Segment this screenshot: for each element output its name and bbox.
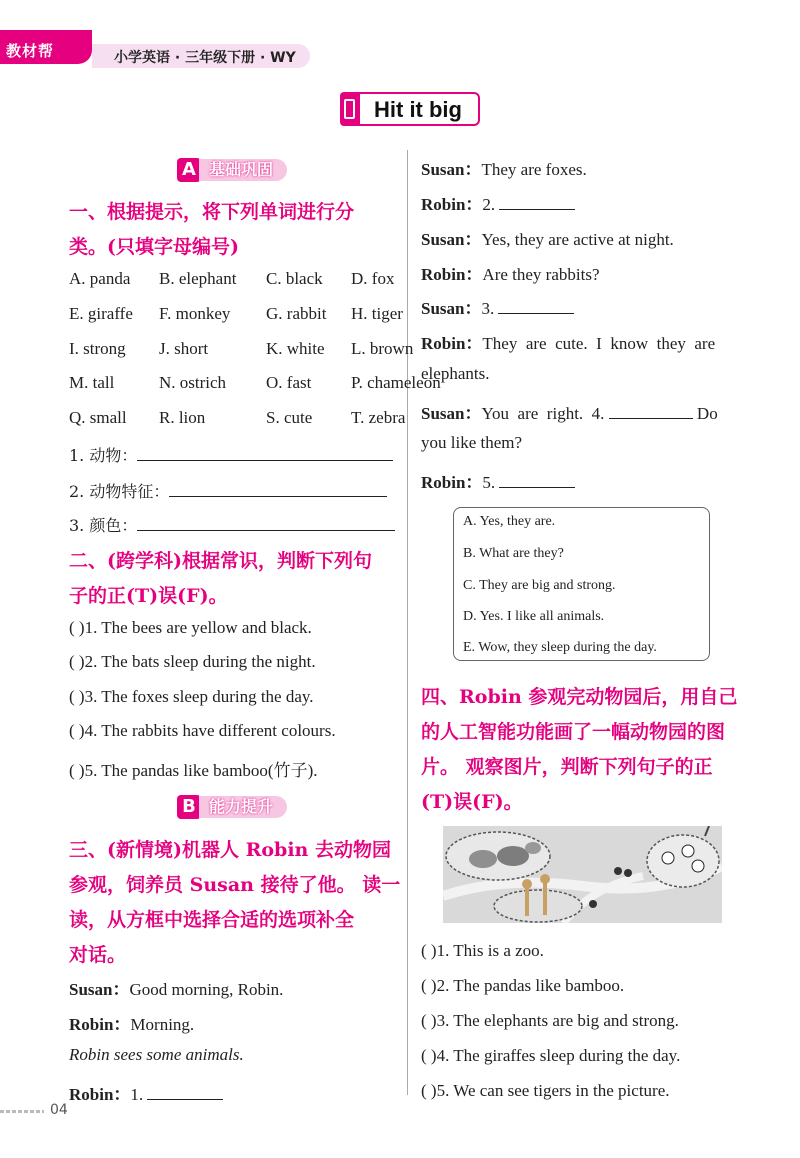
option-item: E. Wow, they sleep during the day. xyxy=(463,640,657,655)
word-option: L. brown xyxy=(351,339,414,358)
word-option: I. strong xyxy=(69,339,126,358)
word-option: F. monkey xyxy=(159,304,231,323)
q4-title: 的人工智能功能画了一幅动物园的图 xyxy=(421,721,726,743)
word-option: P. chameleon xyxy=(351,373,441,392)
page-number: 04 xyxy=(50,1102,68,1118)
header-bar xyxy=(92,44,310,68)
option-item: D. Yes. I like all animals. xyxy=(463,609,605,624)
q1-title: 类。(只填字母编号) xyxy=(69,236,239,258)
book-title: 小学英语 · 三年级下册 · WY xyxy=(114,50,296,66)
word-option: G. rabbit xyxy=(266,304,327,323)
q4-item: ( )1. This is a zoo. xyxy=(421,941,544,960)
q4-item: ( )5. We can see tigers in the picture. xyxy=(421,1081,670,1100)
word-option: J. short xyxy=(159,339,209,358)
word-option: O. fast xyxy=(266,373,312,392)
column-divider xyxy=(407,150,408,1095)
word-option: R. lion xyxy=(159,408,206,427)
q2-title: 二、(跨学科)根据常识，判断下列句 xyxy=(69,550,372,572)
dialogue-line: Robin：1. xyxy=(69,1080,223,1105)
dialogue-line: Robin：2. xyxy=(421,190,575,215)
title-book-icon xyxy=(340,92,360,126)
dialogue-line: Susan：3. xyxy=(421,294,574,319)
answer-blank[interactable] xyxy=(147,1085,223,1100)
header-tab-label: 教材帮 xyxy=(6,42,55,60)
word-option: K. white xyxy=(266,339,325,358)
footer-dots xyxy=(0,1110,44,1113)
q3-title: 三、(新情境)机器人 Robin 去动物园 xyxy=(69,839,391,861)
dialogue-line: Robin：Morning. xyxy=(69,1015,195,1034)
dialogue-line: Susan：Yes, they are active at night. xyxy=(421,230,674,249)
option-item: C. They are big and strong. xyxy=(463,578,616,593)
zoo-picture xyxy=(443,826,722,923)
word-option: Q. small xyxy=(69,408,127,427)
word-option: C. black xyxy=(266,269,323,288)
section-b-label: 能力提升 xyxy=(199,796,287,818)
q3-title: 对话。 xyxy=(69,944,127,966)
word-option: A. panda xyxy=(69,269,131,288)
q2-item: ( )1. The bees are yellow and black. xyxy=(69,618,312,637)
q4-item: ( )4. The giraffes sleep during the day. xyxy=(421,1046,681,1065)
dialogue-line: Susan：You are right. 4. Do xyxy=(421,404,718,423)
word-option: M. tall xyxy=(69,373,115,392)
section-b-letter: B xyxy=(177,795,201,819)
word-option: B. elephant xyxy=(159,269,237,288)
answer-blank[interactable] xyxy=(609,404,693,419)
word-option: S. cute xyxy=(266,408,313,427)
q3-title: 参观，饲养员 Susan 接待了他。 读一 xyxy=(69,874,401,896)
answer-blank[interactable] xyxy=(498,299,574,314)
header-tab xyxy=(0,30,92,64)
category-colours: 3. 颜色： xyxy=(69,513,395,536)
dialogue-line: Susan：Good morning, Robin. xyxy=(69,980,284,999)
q4-item: ( )3. The elephants are big and strong. xyxy=(421,1011,679,1030)
dialogue-line: Robin：They are cute. I know they are xyxy=(421,334,716,353)
q2-title: 子的正(T)误(F)。 xyxy=(69,585,228,607)
option-item: A. Yes, they are. xyxy=(463,514,556,529)
dialogue-line-cont: you like them? xyxy=(421,433,523,452)
category-animals: 1. 动物： xyxy=(69,443,393,466)
page-title-box xyxy=(340,92,480,126)
word-option: T. zebra xyxy=(351,408,406,427)
options-box xyxy=(453,507,710,661)
q1-title: 一、根据提示，将下列单词进行分 xyxy=(69,201,355,223)
dialogue-line: Robin：5. xyxy=(421,468,575,493)
q4-title: 四、Robin 参观完动物园后，用自己 xyxy=(421,686,738,708)
q3-title: 读，从方框中选择合适的选项补全 xyxy=(69,909,355,931)
narration: Robin sees some animals. xyxy=(69,1045,244,1064)
answer-blank[interactable] xyxy=(499,473,575,488)
dialogue-line-cont: elephants. xyxy=(421,364,490,383)
q2-item: ( )3. The foxes sleep during the day. xyxy=(69,687,314,706)
dialogue-line: Susan：They are foxes. xyxy=(421,160,587,179)
option-item: B. What are they? xyxy=(463,546,564,561)
word-option: H. tiger xyxy=(351,304,403,323)
answer-blank[interactable] xyxy=(499,195,575,210)
page-title: Hit it big xyxy=(374,97,462,122)
word-option: D. fox xyxy=(351,269,395,288)
section-a-letter: A xyxy=(177,158,201,182)
section-a-label: 基础巩固 xyxy=(199,159,287,181)
dialogue-line: Robin：Are they rabbits? xyxy=(421,265,600,284)
category-features: 2. 动物特征： xyxy=(69,479,387,502)
q2-item: ( )5. The pandas like bamboo(竹子). xyxy=(69,761,318,780)
q2-item: ( )4. The rabbits have different colours. xyxy=(69,721,336,740)
q4-title: (T)误(F)。 xyxy=(421,791,523,813)
word-option: E. giraffe xyxy=(69,304,133,323)
word-option: N. ostrich xyxy=(159,373,227,392)
q4-title: 片。 观察图片，判断下列句子的正 xyxy=(421,756,713,778)
q2-item: ( )2. The bats sleep during the night. xyxy=(69,652,316,671)
q4-item: ( )2. The pandas like bamboo. xyxy=(421,976,625,995)
